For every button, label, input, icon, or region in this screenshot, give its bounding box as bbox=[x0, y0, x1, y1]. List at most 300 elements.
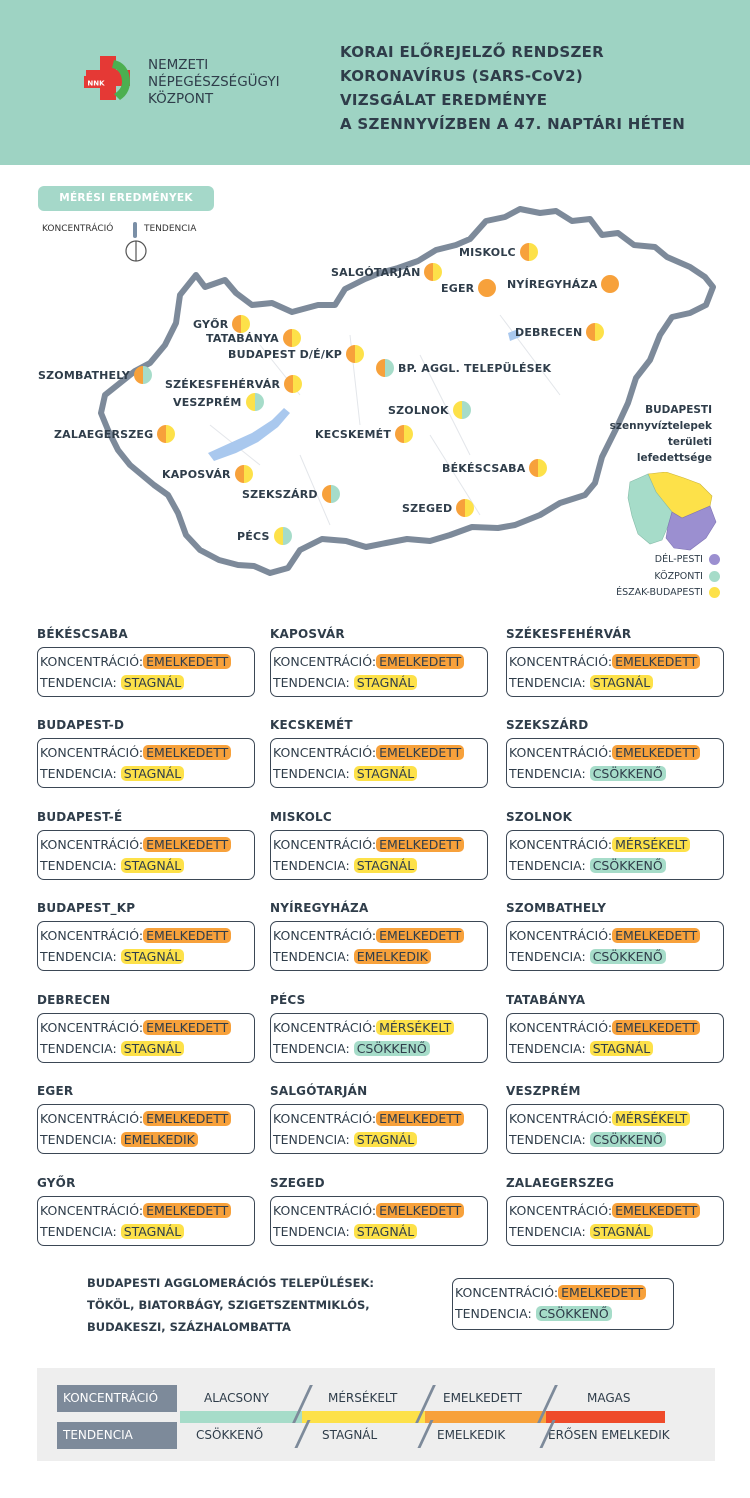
city-name: TATABÁNYA bbox=[506, 993, 586, 1007]
bp-title-line: lefedettsége bbox=[636, 452, 712, 464]
result-box bbox=[506, 647, 724, 697]
status-dot-icon bbox=[520, 243, 538, 261]
title-line: VIZSGÁLAT EREDMÉNYE bbox=[340, 91, 548, 109]
city-name: BUDAPEST_KP bbox=[37, 901, 136, 915]
concentration-label: KONCENTRÁCIÓ: bbox=[273, 1020, 377, 1035]
swatch-icon bbox=[709, 571, 720, 582]
concentration-row bbox=[509, 925, 723, 946]
bp-legend-label: ÉSZAK-BUDAPESTI bbox=[616, 587, 703, 598]
concentration-row bbox=[273, 1108, 487, 1129]
tendency-label: TENDENCIA: bbox=[509, 1224, 586, 1239]
city-name: KECSKEMÉT bbox=[270, 718, 353, 732]
result-card bbox=[506, 991, 724, 1063]
concentration-label: KONCENTRÁCIÓ: bbox=[273, 837, 377, 852]
concentration-label: KONCENTRÁCIÓ: bbox=[509, 745, 613, 760]
city-name: KAPOSVÁR bbox=[270, 627, 345, 641]
tendency-row bbox=[40, 855, 254, 876]
city-marker bbox=[402, 499, 474, 517]
tendency-row bbox=[509, 1129, 723, 1150]
tendency-value: STAGNÁL bbox=[354, 1224, 417, 1239]
city-marker bbox=[515, 323, 604, 341]
result-box bbox=[506, 921, 724, 971]
result-box bbox=[270, 1196, 488, 1246]
level-concentration-label: ALACSONY bbox=[204, 1391, 269, 1405]
tendency-label: TENDENCIA: bbox=[273, 766, 350, 781]
city-name: MISKOLC bbox=[270, 810, 332, 824]
result-card bbox=[270, 1082, 488, 1154]
concentration-row bbox=[40, 1200, 254, 1221]
concentration-row bbox=[509, 1017, 723, 1038]
result-card bbox=[37, 991, 255, 1063]
city-marker bbox=[237, 527, 292, 545]
tendency-row bbox=[273, 1038, 487, 1059]
concentration-row bbox=[509, 1200, 723, 1221]
concentration-row bbox=[40, 1108, 254, 1129]
concentration-value: EMELKEDETT bbox=[612, 745, 700, 760]
city-marker bbox=[459, 243, 538, 261]
city-name: PÉCS bbox=[270, 993, 306, 1007]
tendency-value: STAGNÁL bbox=[121, 858, 184, 873]
result-card bbox=[506, 716, 724, 788]
concentration-row bbox=[509, 651, 723, 672]
concentration-row bbox=[509, 834, 723, 855]
city-label: MISKOLC bbox=[459, 245, 516, 259]
result-box bbox=[37, 1013, 255, 1063]
tendency-label: TENDENCIA: bbox=[273, 1224, 350, 1239]
result-box bbox=[37, 1104, 255, 1154]
concentration-row bbox=[273, 651, 487, 672]
level-color-bar bbox=[425, 1411, 546, 1423]
city-label: KECSKEMÉT bbox=[315, 427, 392, 441]
level-tendency-label: ERŐSEN EMELKEDIK bbox=[548, 1428, 670, 1442]
result-card bbox=[506, 808, 724, 880]
legend-tendency-label: TENDENCIA bbox=[144, 224, 197, 234]
level-concentration-label: MÉRSÉKELT bbox=[328, 1391, 398, 1405]
city-label: SZEKSZÁRD bbox=[242, 487, 318, 501]
tendency-value: STAGNÁL bbox=[354, 766, 417, 781]
tendency-tag: TENDENCIA bbox=[57, 1422, 177, 1449]
tendency-value: STAGNÁL bbox=[121, 1224, 184, 1239]
concentration-value: EMELKEDETT bbox=[612, 928, 700, 943]
tendency-value: STAGNÁL bbox=[354, 1132, 417, 1147]
result-card bbox=[270, 1174, 488, 1246]
concentration-row bbox=[40, 651, 254, 672]
result-card bbox=[37, 808, 255, 880]
city-label: VESZPRÉM bbox=[173, 395, 242, 409]
concentration-value: EMELKEDETT bbox=[143, 1020, 231, 1035]
concentration-value: EMELKEDETT bbox=[143, 1111, 231, 1126]
tendency-label: TENDENCIA: bbox=[40, 1224, 117, 1239]
tendency-value: CSÖKKENŐ bbox=[590, 949, 666, 964]
concentration-label: KONCENTRÁCIÓ: bbox=[273, 654, 377, 669]
result-box bbox=[37, 647, 255, 697]
tendency-value: EMELKEDIK bbox=[121, 1132, 198, 1147]
bp-legend-item bbox=[616, 587, 720, 598]
result-card bbox=[37, 1174, 255, 1246]
concentration-value: EMELKEDETT bbox=[612, 1203, 700, 1218]
concentration-label: KONCENTRÁCIÓ: bbox=[509, 1111, 613, 1126]
tendency-row bbox=[509, 1038, 723, 1059]
concentration-row bbox=[455, 1282, 673, 1303]
tendency-row bbox=[273, 672, 487, 693]
result-card bbox=[37, 625, 255, 697]
level-color-bar bbox=[302, 1411, 425, 1423]
result-box bbox=[270, 830, 488, 880]
tendency-row bbox=[40, 672, 254, 693]
concentration-label: KONCENTRÁCIÓ: bbox=[40, 745, 144, 760]
city-marker bbox=[162, 465, 253, 483]
tendency-label: TENDENCIA: bbox=[40, 675, 117, 690]
concentration-label: KONCENTRÁCIÓ: bbox=[273, 745, 377, 760]
result-card bbox=[270, 899, 488, 971]
city-name: EGER bbox=[37, 1084, 74, 1098]
result-card bbox=[506, 899, 724, 971]
status-dot-icon bbox=[376, 359, 394, 377]
level-tendency-label: STAGNÁL bbox=[322, 1428, 378, 1442]
concentration-value: EMELKEDETT bbox=[612, 654, 700, 669]
concentration-row bbox=[273, 925, 487, 946]
result-box bbox=[37, 921, 255, 971]
concentration-label: KONCENTRÁCIÓ: bbox=[40, 1020, 144, 1035]
tendency-row bbox=[273, 1221, 487, 1242]
status-dot-icon bbox=[157, 425, 175, 443]
concentration-row bbox=[509, 742, 723, 763]
level-color-bar bbox=[180, 1411, 302, 1423]
logo-text: NNK bbox=[87, 79, 105, 88]
result-card bbox=[37, 899, 255, 971]
concentration-label: KONCENTRÁCIÓ: bbox=[509, 837, 613, 852]
result-box bbox=[270, 1013, 488, 1063]
status-dot-icon bbox=[424, 263, 442, 281]
concentration-label: KONCENTRÁCIÓ: bbox=[273, 1203, 377, 1218]
city-marker bbox=[315, 425, 413, 443]
legend-concentration-label: KONCENTRÁCIÓ bbox=[42, 224, 114, 234]
tendency-value: STAGNÁL bbox=[590, 1041, 653, 1056]
city-marker bbox=[331, 263, 442, 281]
tendency-row bbox=[273, 946, 487, 967]
status-dot-icon bbox=[586, 323, 604, 341]
city-name: DEBRECEN bbox=[37, 993, 111, 1007]
tendency-row bbox=[273, 1129, 487, 1150]
aggl-line: BUDAPESTI AGGLOMERÁCIÓS TELEPÜLÉSEK: bbox=[87, 1276, 375, 1290]
bp-legend-item bbox=[655, 554, 720, 565]
tendency-label: TENDENCIA: bbox=[273, 949, 350, 964]
city-label: SZÉKESFEHÉRVÁR bbox=[165, 377, 281, 391]
concentration-row bbox=[273, 1200, 487, 1221]
concentration-row bbox=[40, 742, 254, 763]
city-name: SZÉKESFEHÉRVÁR bbox=[506, 627, 632, 641]
city-name: NYÍREGYHÁZA bbox=[270, 901, 369, 915]
concentration-row bbox=[40, 1017, 254, 1038]
section-label: MÉRÉSI EREDMÉNYEK bbox=[38, 186, 214, 211]
lake-balaton bbox=[208, 408, 290, 461]
concentration-value: EMELKEDETT bbox=[376, 1203, 464, 1218]
result-card bbox=[37, 1082, 255, 1154]
bp-coverage-title bbox=[602, 402, 712, 466]
city-marker bbox=[228, 345, 364, 363]
concentration-label: KONCENTRÁCIÓ: bbox=[273, 1111, 377, 1126]
status-dot-icon bbox=[274, 527, 292, 545]
concentration-label: KONCENTRÁCIÓ: bbox=[273, 928, 377, 943]
tendency-row bbox=[40, 946, 254, 967]
city-name: BUDAPEST-D bbox=[37, 718, 125, 732]
city-marker bbox=[376, 359, 551, 377]
aggl-line: TÖKÖL, BIATORBÁGY, SZIGETSZENTMIKLÓS, bbox=[87, 1298, 370, 1312]
city-label: GYŐR bbox=[193, 317, 229, 331]
result-box bbox=[270, 1104, 488, 1154]
bp-title-line: területi bbox=[667, 436, 712, 448]
tendency-value: STAGNÁL bbox=[121, 766, 184, 781]
level-color-bar bbox=[546, 1411, 665, 1423]
result-card bbox=[270, 991, 488, 1063]
concentration-value: MÉRSÉKELT bbox=[376, 1020, 454, 1035]
concentration-row bbox=[273, 1017, 487, 1038]
status-dot-icon bbox=[322, 485, 340, 503]
concentration-row bbox=[40, 834, 254, 855]
concentration-label: KONCENTRÁCIÓ: bbox=[509, 654, 613, 669]
tendency-label: TENDENCIA: bbox=[509, 858, 586, 873]
status-dot-icon bbox=[456, 499, 474, 517]
tendency-label: TENDENCIA: bbox=[40, 949, 117, 964]
concentration-value: EMELKEDETT bbox=[376, 1111, 464, 1126]
city-label: KAPOSVÁR bbox=[162, 467, 231, 481]
concentration-value: EMELKEDETT bbox=[376, 928, 464, 943]
city-marker bbox=[173, 393, 264, 411]
status-dot-icon bbox=[346, 345, 364, 363]
status-dot-icon bbox=[395, 425, 413, 443]
tendency-row bbox=[40, 1221, 254, 1242]
status-dot-icon bbox=[601, 275, 619, 293]
status-dot-icon bbox=[478, 279, 496, 297]
level-concentration-label: MAGAS bbox=[587, 1391, 631, 1405]
tendency-row bbox=[509, 763, 723, 784]
concentration-label: KONCENTRÁCIÓ: bbox=[40, 654, 144, 669]
concentration-label: KONCENTRÁCIÓ: bbox=[40, 837, 144, 852]
city-label: SZOLNOK bbox=[388, 403, 449, 417]
tendency-label: TENDENCIA: bbox=[40, 1132, 117, 1147]
city-name: ZALAEGERSZEG bbox=[506, 1176, 615, 1190]
concentration-label: KONCENTRÁCIÓ: bbox=[40, 1111, 144, 1126]
status-dot-icon bbox=[284, 375, 302, 393]
concentration-value: EMELKEDETT bbox=[143, 1203, 231, 1218]
city-name: BUDAPEST-É bbox=[37, 810, 123, 824]
tendency-value: CSÖKKENŐ bbox=[536, 1306, 612, 1321]
budapest-coverage-map bbox=[626, 472, 718, 552]
concentration-value: EMELKEDETT bbox=[376, 745, 464, 760]
city-name: BÉKÉSCSABA bbox=[37, 627, 128, 641]
result-box bbox=[506, 1196, 724, 1246]
concentration-label: KONCENTRÁCIÓ: bbox=[40, 928, 144, 943]
tendency-value: STAGNÁL bbox=[121, 1041, 184, 1056]
result-card bbox=[506, 625, 724, 697]
org-line: NEMZETI bbox=[148, 57, 209, 73]
city-label: BÉKÉSCSABA bbox=[442, 461, 526, 475]
city-name: SZOLNOK bbox=[506, 810, 573, 824]
city-marker bbox=[54, 425, 175, 443]
tendency-row bbox=[273, 763, 487, 784]
tendency-row bbox=[40, 1038, 254, 1059]
city-name: SZOMBATHELY bbox=[506, 901, 607, 915]
concentration-value: EMELKEDETT bbox=[143, 928, 231, 943]
concentration-row bbox=[273, 834, 487, 855]
city-label: SZOMBATHELY bbox=[38, 368, 130, 382]
concentration-value: EMELKEDETT bbox=[143, 837, 231, 852]
concentration-value: EMELKEDETT bbox=[143, 745, 231, 760]
concentration-row bbox=[40, 925, 254, 946]
tendency-value: CSÖKKENŐ bbox=[590, 1132, 666, 1147]
tendency-value: STAGNÁL bbox=[121, 949, 184, 964]
city-label: TATABÁNYA bbox=[206, 331, 279, 345]
tendency-row bbox=[509, 946, 723, 967]
concentration-value: EMELKEDETT bbox=[612, 1020, 700, 1035]
bp-legend-label: DÉL-PESTI bbox=[654, 554, 703, 565]
result-box bbox=[506, 1104, 724, 1154]
status-dot-icon bbox=[134, 366, 152, 384]
concentration-value: EMELKEDETT bbox=[558, 1285, 646, 1300]
concentration-tag: KONCENTRÁCIÓ bbox=[57, 1385, 177, 1412]
tendency-value: CSÖKKENŐ bbox=[590, 766, 666, 781]
tendency-row bbox=[509, 855, 723, 876]
city-name: SZEKSZÁRD bbox=[506, 718, 589, 732]
tendency-value: STAGNÁL bbox=[590, 1224, 653, 1239]
org-line: NÉPEGÉSZSÉGÜGYI bbox=[148, 74, 280, 90]
concentration-value: MÉRSÉKELT bbox=[612, 837, 690, 852]
result-box bbox=[506, 738, 724, 788]
city-label: ZALAEGERSZEG bbox=[54, 427, 154, 441]
agglomeration-text bbox=[87, 1272, 374, 1338]
city-label: BUDAPEST D/É/KP bbox=[228, 347, 343, 361]
nnk-logo-icon bbox=[78, 52, 140, 114]
result-box bbox=[506, 830, 724, 880]
tendency-value: CSÖKKENŐ bbox=[354, 1041, 430, 1056]
concentration-label: KONCENTRÁCIÓ: bbox=[509, 1203, 613, 1218]
bp-title-line: BUDAPESTI bbox=[645, 404, 712, 416]
city-marker bbox=[165, 375, 302, 393]
status-dot-icon bbox=[246, 393, 264, 411]
page-title bbox=[340, 40, 685, 136]
tendency-label: TENDENCIA: bbox=[509, 1132, 586, 1147]
tendency-label: TENDENCIA: bbox=[509, 1041, 586, 1056]
tendency-row bbox=[273, 855, 487, 876]
city-marker bbox=[242, 485, 340, 503]
tendency-label: TENDENCIA: bbox=[273, 858, 350, 873]
level-tendency-label: EMELKEDIK bbox=[437, 1428, 506, 1442]
city-label: BP. AGGL. TELEPÜLÉSEK bbox=[398, 361, 552, 375]
bp-legend-label: KÖZPONTI bbox=[654, 571, 703, 582]
concentration-label: KONCENTRÁCIÓ: bbox=[509, 1020, 613, 1035]
result-box bbox=[37, 738, 255, 788]
tendency-label: TENDENCIA: bbox=[273, 675, 350, 690]
tendency-label: TENDENCIA: bbox=[40, 858, 117, 873]
city-label: DEBRECEN bbox=[515, 325, 583, 339]
city-marker bbox=[38, 366, 152, 384]
tendency-row bbox=[40, 763, 254, 784]
result-card bbox=[270, 625, 488, 697]
swatch-icon bbox=[709, 554, 720, 565]
tendency-value: STAGNÁL bbox=[354, 675, 417, 690]
aggl-line: BUDAKESZI, SZÁZHALOMBATTA bbox=[87, 1320, 291, 1334]
title-line: KORONAVÍRUS (SARS-CoV2) bbox=[340, 67, 584, 85]
city-marker bbox=[442, 459, 547, 477]
status-dot-icon bbox=[529, 459, 547, 477]
level-concentration-label: EMELKEDETT bbox=[443, 1391, 522, 1405]
result-card bbox=[506, 1174, 724, 1246]
city-name: SALGÓTARJÁN bbox=[270, 1084, 368, 1098]
result-box bbox=[270, 647, 488, 697]
bp-legend-item bbox=[654, 571, 720, 582]
level-tendency-label: CSÖKKENŐ bbox=[196, 1428, 264, 1442]
result-box bbox=[506, 1013, 724, 1063]
tendency-label: TENDENCIA: bbox=[40, 1041, 117, 1056]
city-name: SZEGED bbox=[270, 1176, 325, 1190]
tendency-label: TENDENCIA: bbox=[509, 766, 586, 781]
tendency-label: TENDENCIA: bbox=[509, 675, 586, 690]
concentration-value: EMELKEDETT bbox=[376, 654, 464, 669]
tendency-value: STAGNÁL bbox=[354, 858, 417, 873]
status-dot-icon bbox=[235, 465, 253, 483]
result-card bbox=[270, 716, 488, 788]
tendency-value: CSÖKKENŐ bbox=[590, 858, 666, 873]
tendency-row bbox=[455, 1303, 673, 1324]
concentration-label: KONCENTRÁCIÓ: bbox=[455, 1285, 559, 1300]
tendency-row bbox=[40, 1129, 254, 1150]
tendency-label: TENDENCIA: bbox=[273, 1041, 350, 1056]
city-label: SALGÓTARJÁN bbox=[331, 265, 421, 279]
city-label: PÉCS bbox=[237, 529, 270, 543]
result-box bbox=[37, 1196, 255, 1246]
tendency-row bbox=[509, 672, 723, 693]
tendency-label: TENDENCIA: bbox=[273, 1132, 350, 1147]
result-card bbox=[270, 808, 488, 880]
city-marker bbox=[388, 401, 471, 419]
city-name: VESZPRÉM bbox=[506, 1084, 581, 1098]
title-line: KORAI ELŐREJELZŐ RENDSZER bbox=[340, 43, 605, 61]
tendency-value: EMELKEDIK bbox=[354, 949, 431, 964]
city-label: SZEGED bbox=[402, 501, 453, 515]
concentration-row bbox=[273, 742, 487, 763]
tendency-label: TENDENCIA: bbox=[455, 1306, 532, 1321]
city-marker bbox=[507, 275, 619, 293]
status-dot-icon bbox=[453, 401, 471, 419]
concentration-value: EMELKEDETT bbox=[376, 837, 464, 852]
concentration-value: EMELKEDETT bbox=[143, 654, 231, 669]
city-marker bbox=[441, 279, 496, 297]
city-name: GYŐR bbox=[37, 1176, 76, 1190]
agglomeration-result-box bbox=[452, 1278, 674, 1330]
concentration-label: KONCENTRÁCIÓ: bbox=[40, 1203, 144, 1218]
tendency-label: TENDENCIA: bbox=[509, 949, 586, 964]
city-label: EGER bbox=[441, 281, 475, 295]
tendency-value: STAGNÁL bbox=[590, 675, 653, 690]
tendency-label: TENDENCIA: bbox=[40, 766, 117, 781]
concentration-row bbox=[509, 1108, 723, 1129]
result-card bbox=[37, 716, 255, 788]
city-label: NYÍREGYHÁZA bbox=[507, 277, 598, 291]
concentration-label: KONCENTRÁCIÓ: bbox=[509, 928, 613, 943]
organization-name bbox=[148, 57, 280, 108]
result-box bbox=[37, 830, 255, 880]
org-line: KÖZPONT bbox=[148, 91, 214, 107]
header bbox=[0, 0, 750, 165]
result-card bbox=[506, 1082, 724, 1154]
bp-title-line: szennyvíztelepek bbox=[609, 420, 712, 432]
concentration-value: MÉRSÉKELT bbox=[612, 1111, 690, 1126]
tendency-row bbox=[509, 1221, 723, 1242]
tendency-value: STAGNÁL bbox=[121, 675, 184, 690]
result-box bbox=[270, 921, 488, 971]
title-line: A SZENNYVÍZBEN A 47. NAPTÁRI HÉTEN bbox=[340, 115, 686, 133]
swatch-icon bbox=[709, 587, 720, 598]
